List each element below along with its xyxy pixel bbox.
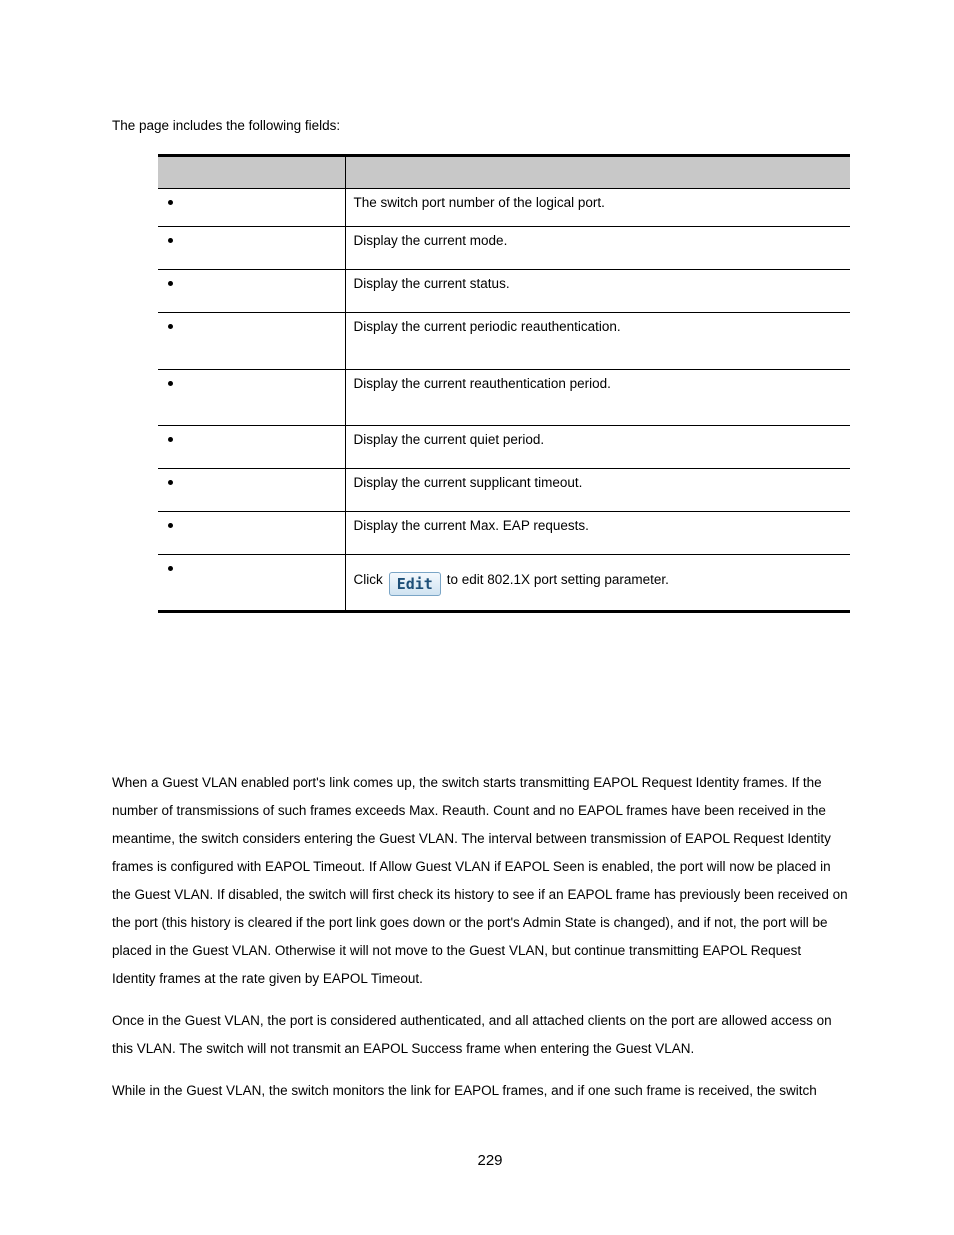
bullet-icon — [168, 200, 173, 205]
paragraph: When a Guest VLAN enabled port's link comes up, the switch starts transmitting EAPOL Request Identity frames. If the number of transmissions of such frames exceeds Max. Reauth. Count and no EAPOL frames have been received in the meantime, the switch considers entering the Guest VLAN. The interval between transmission of EAPOL Request Identity frames is configured with EAPOL Timeout. If Allow Guest VLAN if EAPOL Seen is enabled, the port will now be placed in the Guest VLAN. If disabled, the switch will first check its history to see if an EAPOL frame has previously been received on the port (this history is cleared if the port link goes down or the port's Admin State is changed), and if not, the port will be placed in the Guest VLAN. Otherwise it will not move to the Guest VLAN, but continue transmitting EAPOL Request Identity frames at the rate given by EAPOL Timeout. — [112, 775, 848, 986]
description-text: Display the current periodic reauthentication. — [353, 319, 621, 334]
description-cell — [345, 313, 850, 370]
bullet-icon — [168, 523, 173, 528]
object-cell — [158, 512, 345, 555]
header-object — [158, 156, 345, 189]
object-cell — [158, 426, 345, 469]
bullet-icon — [168, 437, 173, 442]
paragraph: While in the Guest VLAN, the switch monitors the link for EAPOL frames, and if one such frame is received, the switch — [112, 1083, 817, 1098]
description-cell — [345, 469, 850, 512]
description-cell — [345, 189, 850, 227]
edit-suffix: to edit 802.1X port setting parameter. — [446, 572, 669, 587]
intro-text: The page includes the following fields: — [112, 118, 341, 133]
description-text: Display the current Max. EAP requests. — [353, 518, 589, 533]
edit-prefix: Click — [353, 572, 383, 587]
table-row — [158, 370, 850, 426]
description-text: Display the current quiet period. — [353, 432, 545, 447]
table-row — [158, 512, 850, 555]
object-cell — [158, 189, 345, 227]
table-row — [158, 469, 850, 512]
table-row — [158, 555, 850, 612]
description-text: Display the current mode. — [353, 233, 508, 248]
description-cell — [345, 426, 850, 469]
object-cell — [158, 227, 345, 270]
object-cell — [158, 370, 345, 426]
paragraph: Once in the Guest VLAN, the port is considered authenticated, and all attached clients on the port are allowed access on this VLAN. The switch will not transmit an EAPOL Success frame when entering the Guest VLAN. — [112, 1013, 832, 1056]
edit-button[interactable]: Edit — [389, 572, 441, 596]
table-row — [158, 270, 850, 313]
object-cell — [158, 313, 345, 370]
description-text: The switch port number of the logical port. — [353, 195, 605, 210]
fields-table — [158, 154, 850, 613]
object-cell — [158, 270, 345, 313]
table-row — [158, 189, 850, 227]
bullet-icon — [168, 238, 173, 243]
bullet-icon — [168, 324, 173, 329]
header-description — [345, 156, 850, 189]
description-text: Display the current supplicant timeout. — [353, 475, 583, 490]
bullet-icon — [168, 566, 173, 571]
page-number: 229 — [477, 1152, 503, 1169]
object-cell — [158, 555, 345, 612]
bullet-icon — [168, 480, 173, 485]
description-cell — [345, 270, 850, 313]
table-row — [158, 313, 850, 370]
edit-instruction — [346, 555, 851, 596]
description-cell — [345, 512, 850, 555]
bullet-icon — [168, 381, 173, 386]
body-text — [112, 769, 848, 1105]
description-cell — [345, 227, 850, 270]
table-row — [158, 426, 850, 469]
object-cell — [158, 469, 345, 512]
bullet-icon — [168, 281, 173, 286]
description-cell — [345, 555, 850, 612]
description-cell — [345, 370, 850, 426]
table-row — [158, 227, 850, 270]
table-header-row — [158, 156, 850, 189]
description-text: Display the current status. — [353, 276, 510, 291]
description-text: Display the current reauthentication period. — [353, 376, 611, 391]
